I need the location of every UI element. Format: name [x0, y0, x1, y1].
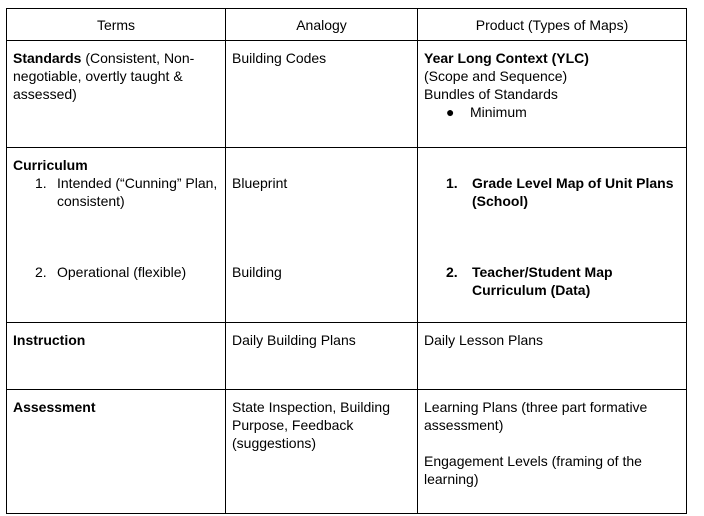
- cell-curriculum-product: [418, 148, 687, 323]
- curriculum-analogy-2: Building: [232, 264, 282, 280]
- standards-analogy: Building Codes: [232, 50, 327, 66]
- curriculum-term: Curriculum: [13, 157, 88, 173]
- curriculum-item-2: [13, 263, 219, 281]
- cell-standards-term: [7, 41, 226, 148]
- curriculum-product-1: [424, 174, 680, 210]
- curriculum-product-2-text: Teacher/Student Map Curriculum (Data): [472, 264, 613, 298]
- header-row: [7, 9, 687, 41]
- curriculum-product-1-number: 1.: [446, 175, 458, 191]
- cell-assessment-analogy: [226, 390, 418, 514]
- table-row-assessment: [7, 390, 687, 514]
- standards-product-line3: Bundles of Standards: [424, 86, 558, 102]
- standards-product-bullet: [424, 103, 680, 121]
- header-analogy: Analogy: [226, 9, 418, 41]
- cell-assessment-product: [418, 390, 687, 514]
- assessment-analogy: State Inspection, Building Purpose, Feedback (suggestions): [232, 399, 390, 451]
- assessment-term: Assessment: [13, 399, 96, 415]
- curriculum-item-2-text: Operational (flexible): [57, 264, 187, 280]
- standards-term-bold: Standards: [13, 50, 82, 66]
- instruction-product: Daily Lesson Plans: [424, 332, 544, 348]
- table-row-curriculum: [7, 148, 687, 323]
- curriculum-item-1-text: Intended (“Cunning” Plan, consistent): [57, 175, 218, 209]
- bullet-icon: ●: [446, 104, 455, 120]
- assessment-product-2: Engagement Levels (framing of the learning): [424, 453, 642, 487]
- cell-instruction-analogy: [226, 323, 418, 390]
- curriculum-analogy-1: Blueprint: [232, 175, 288, 191]
- cell-instruction-product: [418, 323, 687, 390]
- curriculum-item-1-number: 1.: [35, 175, 47, 191]
- header-terms: Terms: [7, 9, 226, 41]
- cell-curriculum-analogy: [226, 148, 418, 323]
- standards-product-bullet-text: Minimum: [470, 104, 527, 120]
- cell-assessment-term: [7, 390, 226, 514]
- standards-term-description: (Consistent, Non-negotiable, overtly taught & assessed): [13, 50, 195, 102]
- instruction-term: Instruction: [13, 332, 86, 348]
- curriculum-item-2-number: 2.: [35, 264, 47, 280]
- standards-product-line2: (Scope and Sequence): [424, 68, 568, 84]
- header-product: Product (Types of Maps): [418, 9, 687, 41]
- assessment-product-1: Learning Plans (three part formative assessment): [424, 399, 648, 433]
- table-row-standards: [7, 41, 687, 148]
- cell-instruction-term: [7, 323, 226, 390]
- instruction-analogy: Daily Building Plans: [232, 332, 356, 348]
- terms-table: [6, 8, 687, 514]
- cell-standards-analogy: [226, 41, 418, 148]
- table-row-instruction: [7, 323, 687, 390]
- curriculum-product-2: [424, 263, 680, 299]
- curriculum-item-1: [13, 174, 219, 210]
- curriculum-product-1-text: Grade Level Map of Unit Plans (School): [472, 175, 674, 209]
- curriculum-product-2-number: 2.: [446, 264, 458, 280]
- standards-product-title: Year Long Context (YLC): [424, 50, 589, 66]
- cell-standards-product: [418, 41, 687, 148]
- cell-curriculum-term: [7, 148, 226, 323]
